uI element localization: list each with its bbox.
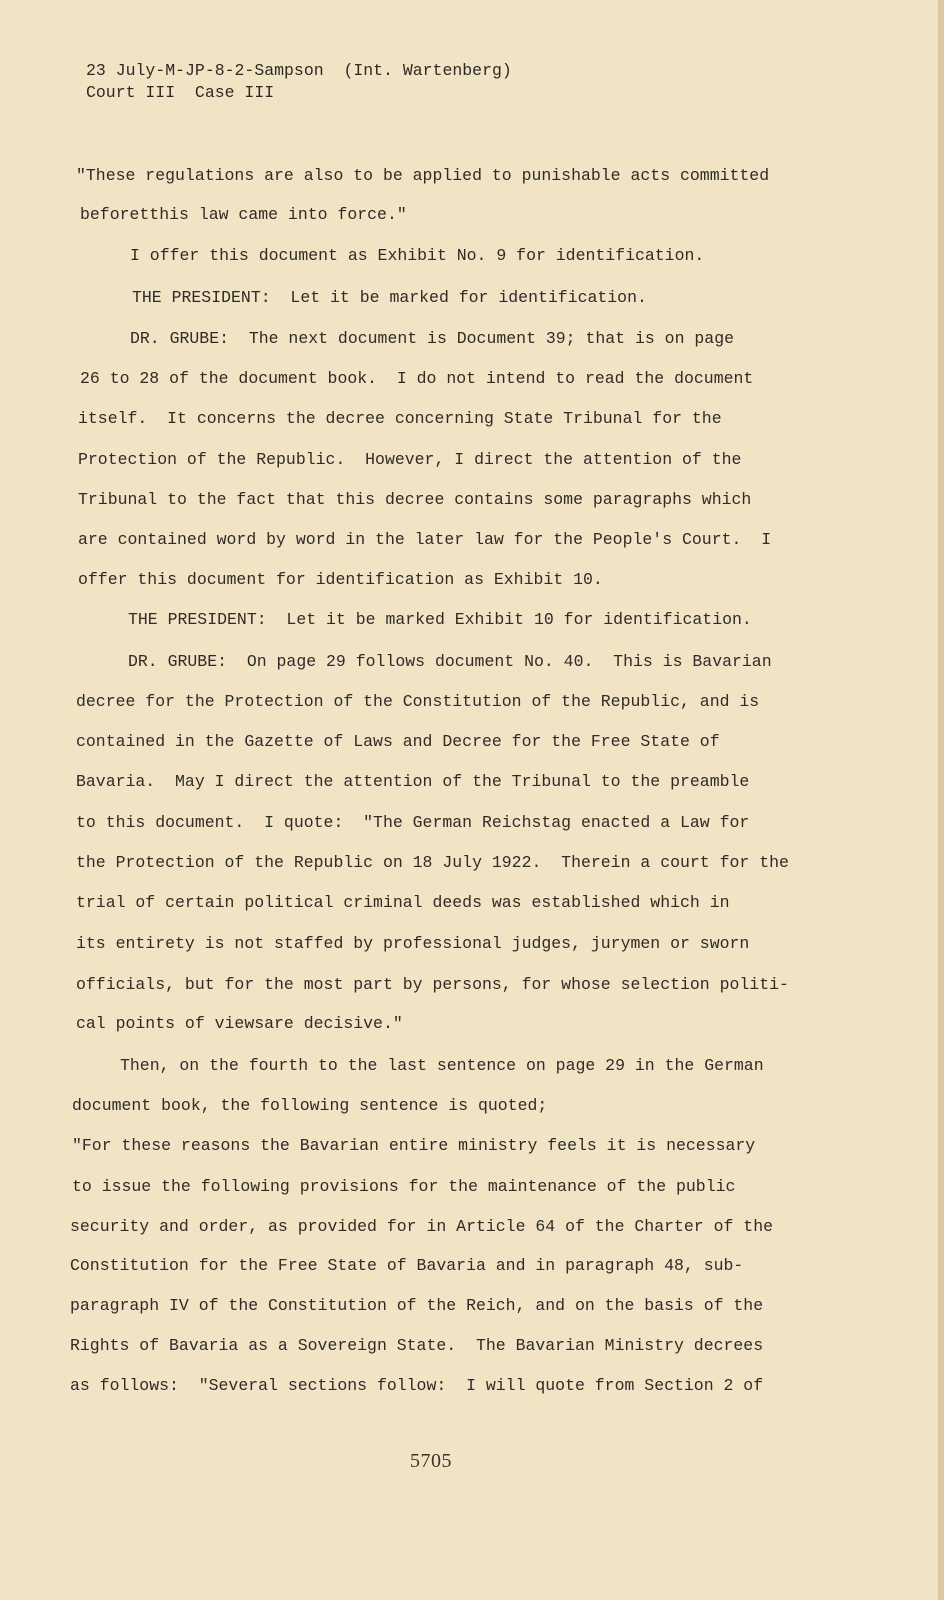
text-line: security and order, as provided for in Article 64 of the Charter of the [70, 1217, 774, 1236]
text-line: contained in the Gazette of Laws and Decree for the Free State of [76, 732, 720, 751]
text-line: to issue the following provisions for the maintenance of the public [72, 1177, 736, 1196]
header-line-2: Court III Case III [86, 83, 275, 102]
text-line: 26 to 28 of the document book. I do not intend to read the document [80, 369, 754, 388]
text-line: paragraph IV of the Constitution of the Reich, and on the basis of the [70, 1296, 764, 1315]
page-number: 5705 [410, 1450, 452, 1472]
text-line: DR. GRUBE: On page 29 follows document No. 40. This is Bavarian [128, 652, 772, 671]
text-line: Protection of the Republic. However, I direct the attention of the [78, 450, 742, 469]
text-line: Constitution for the Free State of Bavaria and in paragraph 48, sub- [70, 1256, 744, 1275]
text-line: "For these reasons the Bavarian entire ministry feels it is necessary [72, 1136, 756, 1155]
text-line: offer this document for identification as Exhibit 10. [78, 570, 603, 589]
text-line: beforetthis law came into force." [80, 205, 407, 224]
text-line: THE PRESIDENT: Let it be marked for identification. [132, 288, 647, 307]
text-line: Bavaria. May I direct the attention of the Tribunal to the preamble [76, 772, 750, 791]
text-line: Then, on the fourth to the last sentence on page 29 in the German [120, 1056, 764, 1075]
text-line: DR. GRUBE: The next document is Document 39; that is on page [130, 329, 734, 348]
text-line: Tribunal to the fact that this decree contains some paragraphs which [78, 490, 752, 509]
text-line: cal points of viewsare decisive." [76, 1014, 403, 1033]
text-line: THE PRESIDENT: Let it be marked Exhibit 10 for identification. [128, 610, 752, 629]
text-line: trial of certain political criminal deeds was established which in [76, 893, 730, 912]
text-line: decree for the Protection of the Constitution of the Republic, and is [76, 692, 760, 711]
text-line: its entirety is not staffed by professional judges, jurymen or sworn [76, 934, 750, 953]
text-line: I offer this document as Exhibit No. 9 for identification. [130, 246, 705, 265]
text-line: "These regulations are also to be applied to punishable acts committed [76, 166, 770, 185]
text-line: the Protection of the Republic on 18 July 1922. Therein a court for the [76, 853, 789, 872]
text-line: document book, the following sentence is quoted; [72, 1096, 548, 1115]
text-line: as follows: "Several sections follow: I will quote from Section 2 of [70, 1376, 764, 1395]
text-line: to this document. I quote: "The German Reichstag enacted a Law for [76, 813, 750, 832]
header-line-1: 23 July-M-JP-8-2-Sampson (Int. Wartenberg) [86, 61, 512, 80]
text-line: itself. It concerns the decree concerning State Tribunal for the [78, 409, 722, 428]
text-line: officials, but for the most part by persons, for whose selection politi- [76, 975, 789, 994]
text-line: Rights of Bavaria as a Sovereign State. The Bavarian Ministry decrees [70, 1336, 764, 1355]
text-line: are contained word by word in the later law for the People's Court. I [78, 530, 772, 549]
